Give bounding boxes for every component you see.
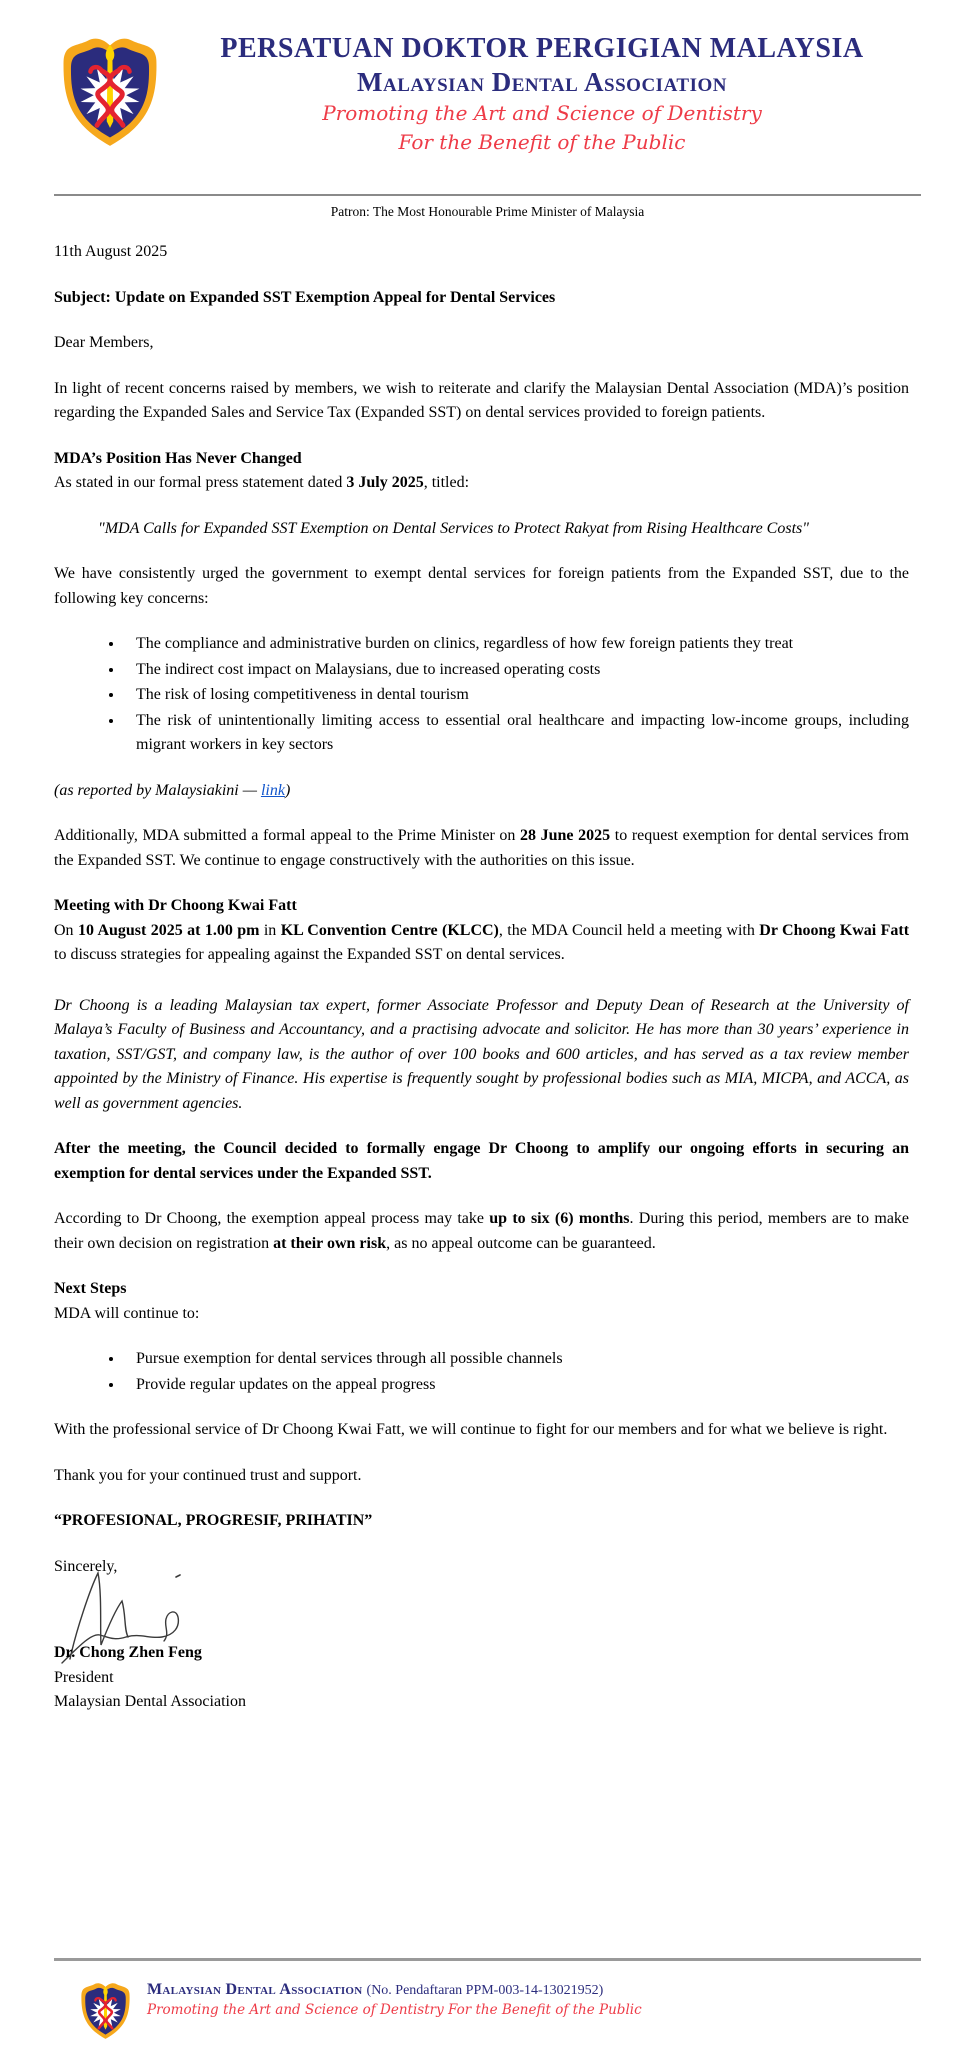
- list-item: • The risk of losing competitiveness in dental tourism: [124, 683, 909, 708]
- letterhead: [0, 0, 975, 188]
- para-urged: We have consistently urged the government to exempt dental services for foreign patients from the Expanded SST, due to the following key concerns:: [54, 565, 909, 607]
- press-quote: "MDA Calls for Expanded SST Exemption on Dental Services to Protect Rakyat from Rising Healthcare Costs": [98, 519, 809, 537]
- closing-line: Sincerely,: [54, 1557, 118, 1575]
- text-segment: in: [259, 921, 281, 939]
- mda-crest-logo-small: [78, 1981, 133, 2041]
- letterhead-text: [163, 28, 921, 157]
- footer-tagline: Promoting the Art and Science of Dentistry For the Benefit of the Public: [147, 2002, 642, 2018]
- para-reported: [54, 779, 909, 804]
- text-segment: (as reported by Malaysiakini —: [54, 781, 261, 799]
- para-meeting: [54, 919, 909, 968]
- text-segment: As stated in our formal press statement dated: [54, 474, 347, 491]
- org-name-english: Malaysian Dental Association: [357, 67, 727, 97]
- subject-line: Subject: Update on Expanded SST Exemption Appeal for Dental Services: [54, 288, 556, 306]
- footer-org-name: Malaysian Dental Association: [147, 1981, 363, 1998]
- concerns-list: [54, 632, 909, 758]
- list-item: • The risk of unintentionally limiting access to essential oral healthcare and impacting low-income groups, including migrant workers in key sectors: [124, 709, 909, 758]
- signer-name: Dr. Chong Zhen Feng: [54, 1644, 202, 1661]
- para-appeal: [54, 824, 909, 873]
- heading-meeting: Meeting with Dr Choong Kwai Fatt: [54, 897, 297, 914]
- tagline-line2: For the Benefit of the Public: [398, 130, 686, 154]
- list-item: • Provide regular updates on the appeal progress: [124, 1373, 909, 1398]
- signer-title: President: [54, 1668, 114, 1686]
- text-segment: , as no appeal outcome can be guaranteed.: [386, 1234, 656, 1252]
- text-segment: On: [54, 921, 78, 939]
- header-divider: [54, 194, 921, 196]
- para-thanks: Thank you for your continued trust and support.: [54, 1466, 362, 1484]
- para-press-statement: [54, 471, 909, 496]
- appeal-date: 28 June 2025: [520, 827, 611, 844]
- advice-duration: up to six (6) months: [489, 1210, 630, 1227]
- text-segment: to request exemption for dental services from the Expanded SST. We continue to engage constructively with the authorities on this issue.: [54, 827, 909, 869]
- advice-risk: at their own risk: [273, 1234, 387, 1252]
- list-item: • Pursue exemption for dental services through all possible channels: [124, 1347, 909, 1372]
- list-item: • The indirect cost impact on Malaysians, due to increased operating costs: [124, 658, 909, 683]
- para-bio: Dr Choong is a leading Malaysian tax expert, former Associate Professor and Deputy Dean of Research at the University of Malaya’s Faculty of Business and Accountancy, and a practising advocate and solicitor. He has more than 30 years’ experience in taxation, SST/GST, and company law, is the author of over 100 books and 600 articles, and has served as a tax review member appointed by the Ministry of Finance. His expertise is frequently sought by professional bodies such as MIA, MICPA, and ACCA, as well as government agencies.: [54, 996, 909, 1112]
- motto-line: “PROFESIONAL, PROGRESIF, PRIHATIN”: [54, 1512, 373, 1529]
- salutation: Dear Members,: [54, 334, 154, 351]
- malaysiakini-link[interactable]: link: [260, 781, 285, 799]
- patron-line: Patron: The Most Honourable Prime Minister of Malaysia: [330, 204, 645, 219]
- next-steps-list: [54, 1347, 909, 1397]
- press-date: 3 July 2025: [346, 474, 424, 491]
- heading-next-steps: Next Steps: [54, 1280, 127, 1297]
- list-item: • The compliance and administrative burden on clinics, regardless of how few foreign patients they treat: [124, 632, 909, 657]
- meeting-person: Dr Choong Kwai Fatt: [759, 921, 910, 939]
- para-advice: [54, 1207, 909, 1256]
- para-engage: After the meeting, the Council decided to formally engage Dr Choong to amplify our ongoing efforts in securing an exemption for dental services under the Expanded SST.: [54, 1140, 909, 1182]
- letter-body: [0, 220, 975, 1715]
- tagline-line1: Promoting the Art and Science of Dentistry: [322, 101, 762, 125]
- footer-text: [147, 1981, 642, 2018]
- signer-org: Malaysian Dental Association: [54, 1693, 246, 1710]
- signature: [56, 1571, 909, 1645]
- meeting-datetime: 10 August 2025 at 1.00 pm: [77, 921, 260, 939]
- footer-content: [0, 1961, 975, 2041]
- page-footer: [0, 1958, 975, 2041]
- mda-crest-logo: [57, 28, 163, 156]
- text-segment: ): [284, 781, 291, 799]
- para-continue: MDA will continue to:: [54, 1304, 200, 1322]
- para-intro: In light of recent concerns raised by members, we wish to reiterate and clarify the Malaysian Dental Association (MDA)’s position regarding the Expanded Sales and Service Tax (Expanded SST) on dental services provided to foreign patients.: [54, 379, 909, 421]
- text-segment: to discuss strategies for appealing against the Expanded SST on dental services.: [54, 946, 565, 963]
- meeting-venue: KL Convention Centre (KLCC): [280, 921, 499, 939]
- para-fight: With the professional service of Dr Choong Kwai Fatt, we will continue to fight for our members and for what we believe is right.: [54, 1421, 888, 1438]
- text-segment: Additionally, MDA submitted a formal appeal to the Prime Minister on: [54, 827, 521, 844]
- text-segment: , the MDA Council held a meeting with: [498, 921, 760, 939]
- date-line: 11th August 2025: [54, 243, 168, 260]
- text-segment: . During this period, members are to make their own decision on registration: [54, 1210, 910, 1252]
- footer-registration: (No. Pendaftaran PPM-003-14-13021952): [366, 1983, 604, 1998]
- text-segment: According to Dr Choong, the exemption appeal process may take: [54, 1210, 490, 1227]
- heading-position: MDA’s Position Has Never Changed: [54, 449, 302, 467]
- text-segment: , titled:: [423, 474, 470, 491]
- org-name-malay: PERSATUAN DOKTOR PERGIGIAN MALAYSIA: [220, 33, 864, 64]
